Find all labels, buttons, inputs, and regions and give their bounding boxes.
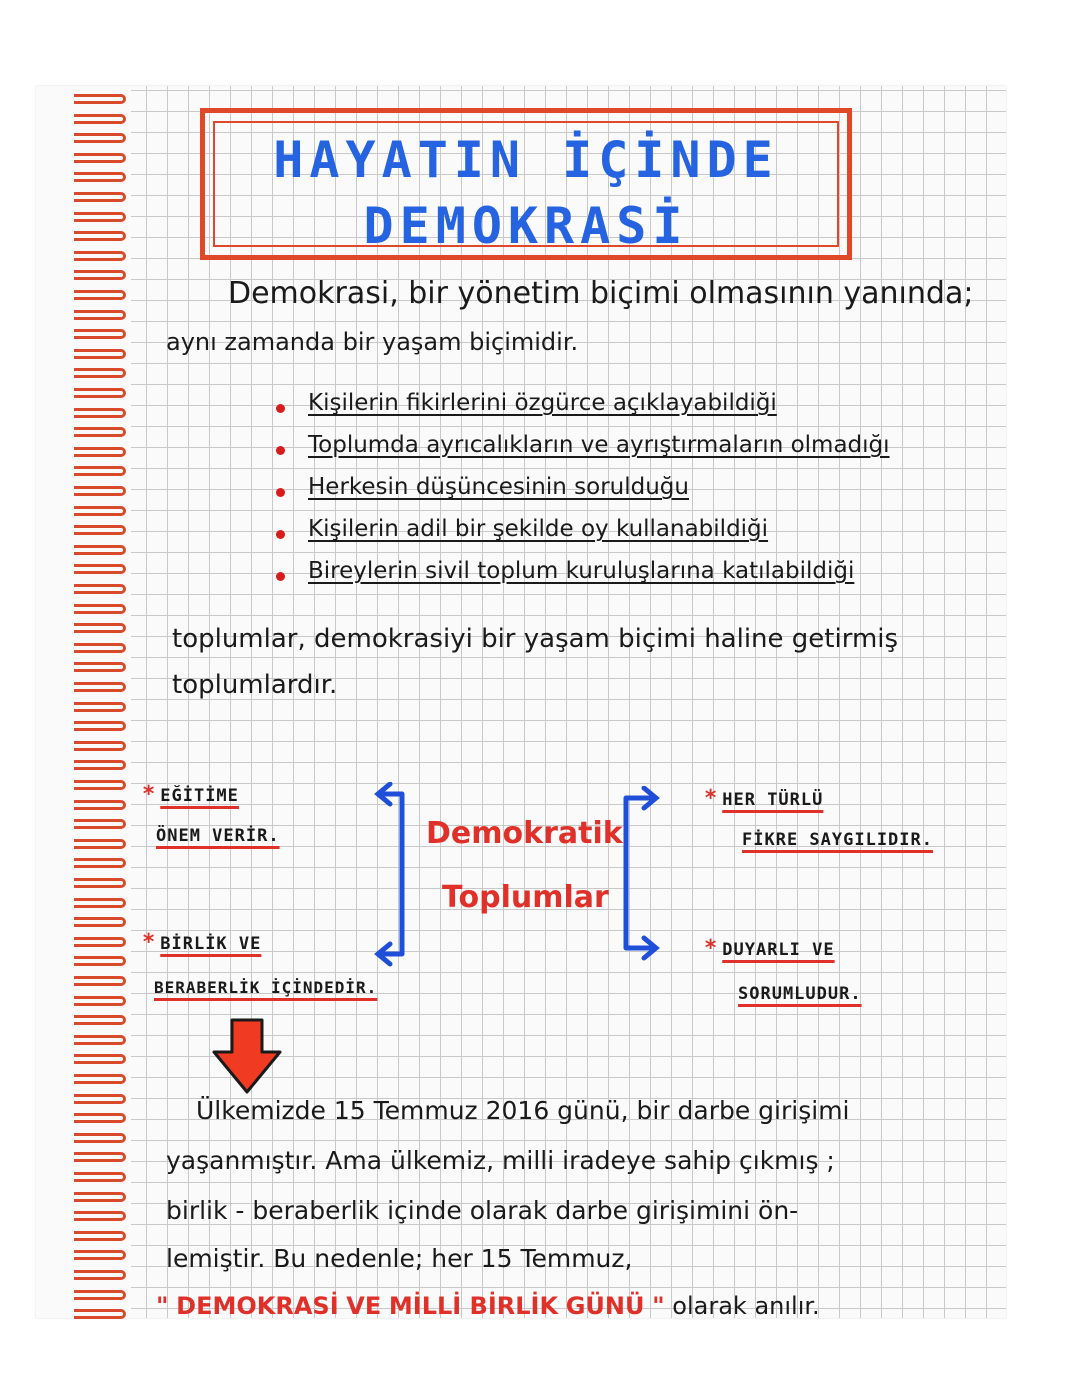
spiral-coil [74,466,126,476]
right-bottom-label-2: SORUMLUDUR. [738,984,862,1004]
spiral-coil [74,212,126,222]
spiral-coil [74,525,126,535]
diagram-center-line-1: Demokratik [426,816,623,851]
spiral-coil [74,682,126,692]
spiral-coil [74,1309,126,1319]
spiral-coil [74,172,126,182]
spiral-coil [74,251,126,261]
spiral-binding [36,86,131,1318]
spiral-coil [74,368,126,378]
bullet-item: Kişilerin adil bir şekilde oy kullanabildiği [308,516,769,542]
spiral-coil [74,1054,126,1064]
spiral-coil [74,114,126,124]
spiral-coil [74,310,126,320]
spiral-coil [74,839,126,849]
spiral-coil [74,604,126,614]
spiral-coil [74,1211,126,1221]
left-top-label-2: ÖNEM VERİR. [156,826,280,846]
bullet-dot [276,446,285,455]
spiral-coil [74,976,126,986]
notebook-page [36,86,1006,1318]
title-line-2: DEMOKRASİ [363,197,689,255]
spiral-coil [74,1152,126,1162]
spiral-coil [74,329,126,339]
title-box [200,108,852,260]
title-line-1: HAYATIN İÇİNDE [273,131,779,189]
spiral-coil [74,545,126,555]
spiral-coil [74,937,126,947]
spiral-coil [74,741,126,751]
left-bracket-arrows [366,782,416,972]
closing-line-4: lemiştir. Bu nedenle; her 15 Temmuz, [166,1244,633,1273]
bullet-item: Toplumda ayrıcalıkların ve ayrıştırmaların olmadığı [308,432,890,458]
spiral-coil [74,1133,126,1143]
bullet-dot [276,572,285,581]
star-icon: * [704,936,719,961]
spiral-coil [74,192,126,202]
right-top-label-2: FİKRE SAYGILIDIR. [742,830,933,850]
spiral-coil [74,819,126,829]
spiral-coil [74,94,126,104]
spiral-coil [74,1074,126,1084]
closing-line-3: birlik - beraberlik içinde olarak darbe girişimini ön- [166,1196,799,1225]
left-top-label: * EĞİTİME [142,782,239,807]
spiral-coil [74,1250,126,1260]
arrow-down-icon [210,1016,284,1096]
spiral-coil [74,1015,126,1025]
right-bottom-label: * DUYARLI VE [704,936,835,961]
bullet-dot [276,530,285,539]
spiral-coil [74,486,126,496]
spiral-coil [74,760,126,770]
right-bracket-arrows [618,786,668,966]
spiral-coil [74,721,126,731]
spiral-coil [74,1270,126,1280]
spiral-coil [74,996,126,1006]
spiral-coil [74,153,126,163]
spiral-coil [74,231,126,241]
spiral-coil [74,643,126,653]
spiral-coil [74,1290,126,1300]
spiral-coil [74,427,126,437]
bullet-item: Herkesin düşüncesinin sorulduğu [308,474,689,500]
spiral-coil [74,956,126,966]
closing-line-2: yaşanmıştır. Ama ülkemiz, milli iradeye sahip çıkmış ; [166,1146,835,1175]
spiral-coil [74,702,126,712]
spiral-coil [74,662,126,672]
spiral-coil [74,800,126,810]
spiral-coil [74,917,126,927]
summary-line-2: toplumlardır. [172,670,338,700]
bullet-dot [276,404,285,413]
summary-line-1: toplumlar, demokrasiyi bir yaşam biçimi haline getirmiş [172,624,899,654]
left-bottom-label-2: BERABERLİK İÇİNDEDİR. [154,978,378,997]
spiral-coil [74,584,126,594]
spiral-coil [74,898,126,908]
bullet-item: Kişilerin fikirlerini özgürce açıklayabildiği [308,390,777,416]
spiral-coil [74,623,126,633]
spiral-coil [74,858,126,868]
closing-line-5: " DEMOKRASİ VE MİLLİ BİRLİK GÜNÜ " olarak anılır. [156,1292,820,1320]
spiral-coil [74,1035,126,1045]
diagram-center-line-2: Toplumlar [442,880,609,915]
intro-line-2: aynı zamanda bir yaşam biçimidir. [166,328,579,356]
star-icon: * [142,930,157,955]
spiral-coil [74,780,126,790]
spiral-coil [74,408,126,418]
spiral-coil [74,1231,126,1241]
spiral-coil [74,1094,126,1104]
spiral-coil [74,506,126,516]
spiral-coil [74,1192,126,1202]
star-icon: * [142,782,157,807]
spiral-coil [74,290,126,300]
spiral-coil [74,564,126,574]
spiral-coil [74,878,126,888]
bullet-item: Bireylerin sivil toplum kuruluşlarına katılabildiği [308,558,855,584]
bullet-dot [276,488,285,497]
spiral-coil [74,270,126,280]
spiral-coil [74,1172,126,1182]
spiral-coil [74,388,126,398]
left-bottom-label: * BİRLİK VE [142,930,262,955]
right-top-label: * HER TÜRLÜ [704,786,824,811]
star-icon: * [704,786,719,811]
spiral-coil [74,1113,126,1123]
spiral-coil [74,447,126,457]
spiral-coil [74,133,126,143]
closing-line-1: Ülkemizde 15 Temmuz 2016 günü, bir darbe girişimi [196,1096,850,1125]
intro-line-1: Demokrasi, bir yönetim biçimi olmasının yanında; [228,276,974,311]
spiral-coil [74,349,126,359]
